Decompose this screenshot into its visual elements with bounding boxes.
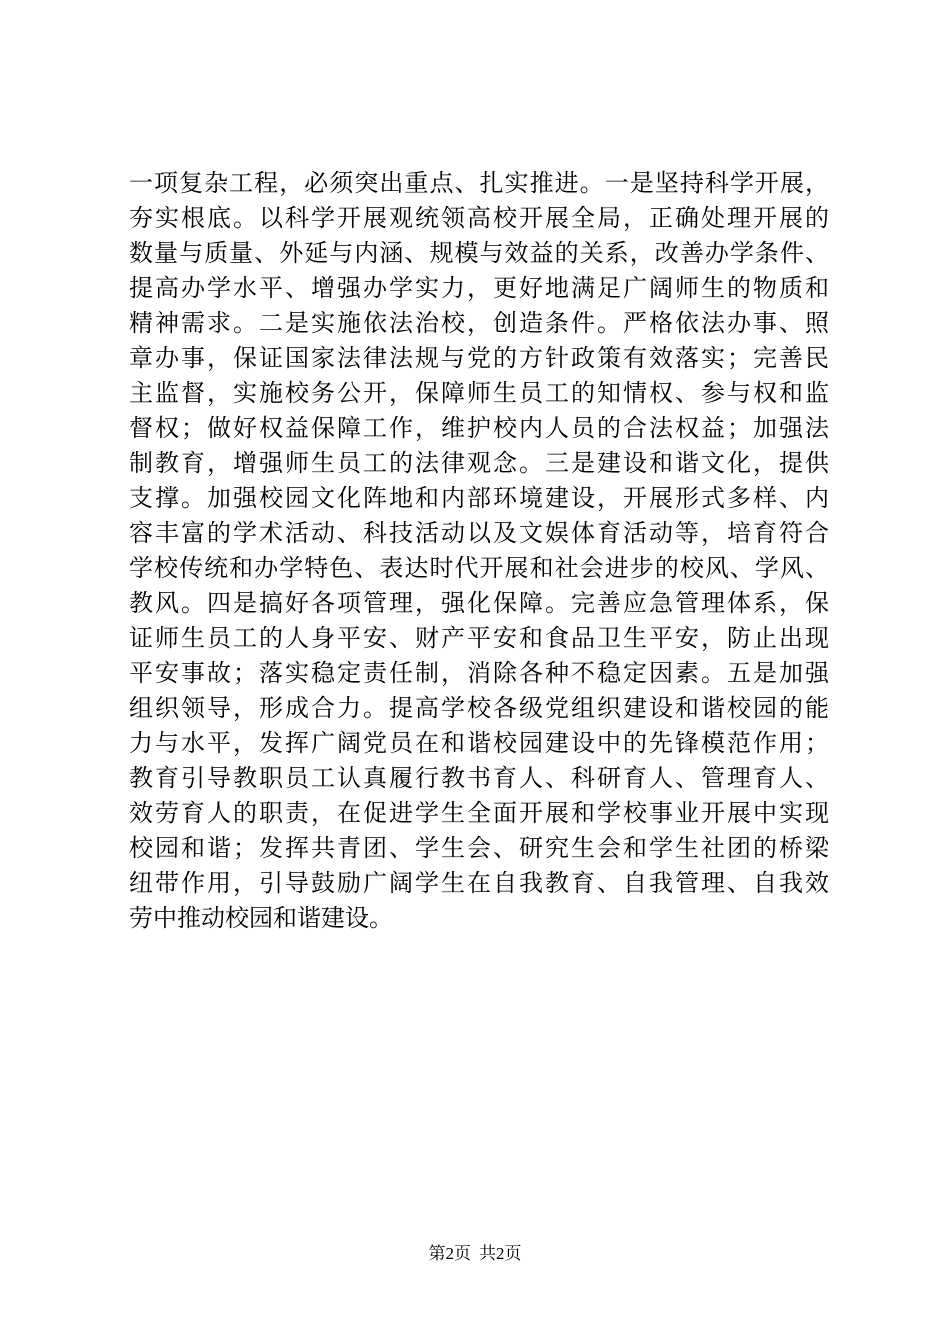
text-line: 学校传统和办学特色、表达时代开展和社会进步的校风、学风、 (129, 554, 829, 582)
text-line: 督权；做好权益保障工作，维护校内人员的合法权益；加强法 (129, 414, 829, 442)
text-line: 组织领导，形成合力。提高学校各级党组织建设和谐校园的能 (129, 694, 829, 722)
text-line: 一项复杂工程，必须突出重点、扎实推进。一是坚持科学开展， (129, 169, 829, 197)
text-line: 校园和谐；发挥共青团、学生会、研究生会和学生社团的桥梁 (129, 834, 829, 862)
text-line: 数量与质量、外延与内涵、规模与效益的关系，改善办学条件、 (129, 239, 829, 267)
text-line: 主监督，实施校务公开，保障师生员工的知情权、参与权和监 (129, 379, 829, 407)
text-line: 提高办学水平、增强办学实力，更好地满足广阔师生的物质和 (129, 274, 829, 302)
text-line: 制教育，增强师生员工的法律观念。三是建设和谐文化，提供 (129, 449, 829, 477)
page-total: 共2页 (479, 1244, 522, 1263)
text-line: 夯实根底。以科学开展观统领高校开展全局，正确处理开展的 (129, 204, 829, 232)
text-line: 教育引导教职员工认真履行教书育人、科研育人、管理育人、 (129, 764, 829, 792)
body-text (129, 166, 829, 936)
text-line: 精神需求。二是实施依法治校，创造条件。严格依法办事、照 (129, 309, 829, 337)
text-line: 容丰富的学术活动、科技活动以及文娱体育活动等，培育符合 (129, 519, 829, 547)
text-line: 纽带作用，引导鼓励广阔学生在自我教育、自我管理、自我效 (129, 869, 829, 897)
text-line: 教风。四是搞好各项管理，强化保障。完善应急管理体系，保 (129, 589, 829, 617)
text-line: 劳中推动校园和谐建设。 (129, 904, 393, 932)
text-line: 效劳育人的职责，在促进学生全面开展和学校事业开展中实现 (129, 799, 829, 827)
text-line: 章办事，保证国家法律法规与党的方针政策有效落实；完善民 (129, 344, 829, 372)
text-line: 支撑。加强校园文化阵地和内部环境建设，开展形式多样、内 (129, 484, 829, 512)
text-line: 证师生员工的人身平安、财产平安和食品卫生平安，防止出现 (129, 624, 829, 652)
text-line: 力与水平，发挥广阔党员在和谐校园建设中的先锋模范作用； (129, 729, 829, 757)
page-footer (0, 1242, 950, 1266)
text-line: 平安事故；落实稳定责任制，消除各种不稳定因素。五是加强 (129, 659, 829, 687)
page-number: 第2页 (428, 1244, 471, 1263)
